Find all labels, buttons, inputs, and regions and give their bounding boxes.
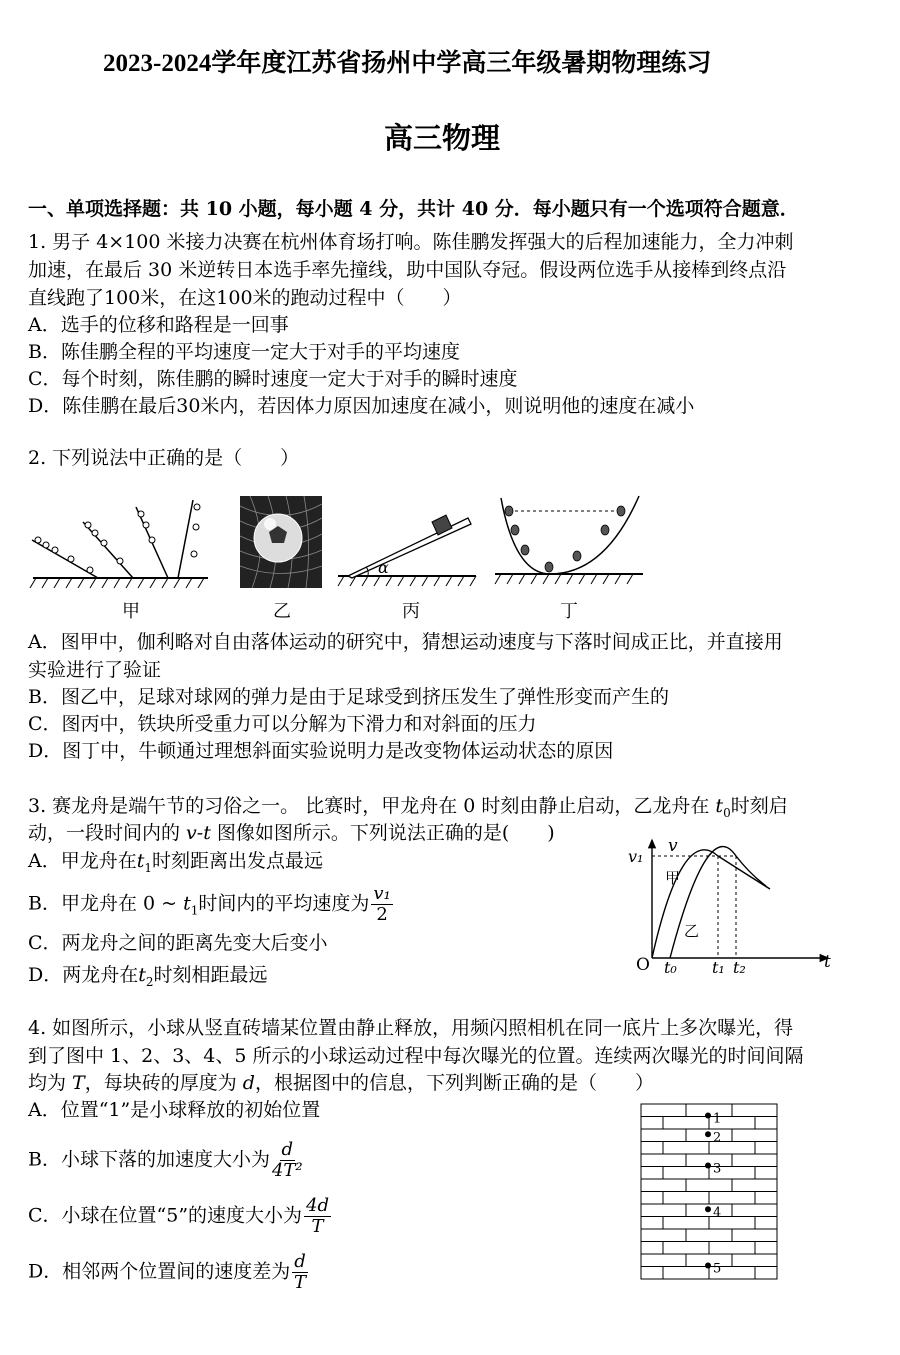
page-title: 2023-2024学年度江苏省扬州中学高三年级暑期物理练习 (103, 50, 712, 77)
q1-stem-line3: 直线跑了100米，在这100米的跑动过程中（ ） (28, 287, 462, 309)
q3-vt-graph (620, 834, 840, 974)
figure-ding-ramps (495, 494, 645, 590)
q2-stem: 2. 下列说法中正确的是（ ） (28, 447, 300, 469)
q4-option-b: B．小球下落的加速度大小为 $\frac{d}{\text{4T²}}$ (28, 1139, 303, 1181)
q1-option-b: B．陈佳鹏全程的平均速度一定大于对手的平均速度 (28, 341, 460, 363)
ball-label-5: 5 (713, 1261, 722, 1277)
jia-curve-label: 甲 (665, 869, 681, 887)
q3-option-a: A．甲龙舟在$t_1$时刻距离出发点最远 (28, 850, 324, 875)
q1-stem-line2: 加速，在最后 30 米逆转日本选手率先撞线，助中国队夺冠。假设两位选手从接棒到终点沿 (28, 259, 787, 281)
ball-position-4 (705, 1206, 711, 1212)
q1-option-c: C．每个时刻，陈佳鹏的瞬时速度一定大于对手的瞬时速度 (28, 368, 518, 390)
caption-yi: 乙 (273, 601, 291, 622)
q3-stem-line1: 3. 赛龙舟是端午节的习俗之一。 比赛时，甲龙舟在 0 时刻由静止启动，乙龙舟在 $t_0$时刻启 (28, 795, 788, 820)
ball-label-2: 2 (713, 1130, 722, 1146)
t1-label: t₁ (712, 958, 725, 977)
caption-ding: 丁 (560, 601, 578, 622)
t0-label: t₀ (664, 958, 677, 977)
ball-position-5 (705, 1263, 711, 1269)
q3-option-c: C．两龙舟之间的距离先变大后变小 (28, 932, 328, 954)
ball-label-1: 1 (713, 1111, 722, 1127)
q2-option-b: B．图乙中，足球对球网的弹力是由于足球受到挤压发生了弹性形变而产生的 (28, 686, 669, 708)
q4-stem-line1: 4. 如图所示，小球从竖直砖墙某位置由静止释放，用频闪照相机在同一底片上多次曝光，得 (28, 1017, 794, 1039)
yi-curve-label: 乙 (684, 922, 700, 940)
ball-position-3 (705, 1163, 711, 1169)
q3-option-b: B．甲龙舟在 0 ~ $t_1$时间内的平均速度为 $\frac{\text{v₁}}{2}$ (28, 883, 391, 925)
q2-option-c: C．图丙中，铁块所受重力可以分解为下滑力和对斜面的压力 (28, 713, 537, 735)
figure-bing-incline (338, 500, 478, 590)
q4-stem-line3: 均为 T，每块砖的厚度为 d，根据图中的信息，下列判断正确的是（ ） (28, 1072, 654, 1094)
q1-option-a: A．选手的位移和路程是一回事 (28, 314, 289, 336)
q4-stem-line2: 到了图中 1、2、3、4、5 所示的小球运动过程中每次曝光的位置。连续两次曝光的时间间隔 (28, 1045, 804, 1067)
t2-label: t₂ (733, 958, 746, 977)
brick-wall-figure (640, 1103, 780, 1283)
q1-stem-line1: 1. 男子 4×100 米接力决赛在杭州体育场打响。陈佳鹏发挥强大的后程加速能力，全力冲刺 (28, 231, 794, 253)
caption-bing: 丙 (402, 601, 420, 622)
ball-label-3: 3 (713, 1161, 722, 1177)
ball-position-1 (705, 1113, 711, 1119)
q4-option-a: A．位置“1”是小球释放的初始位置 (28, 1099, 321, 1121)
q4-option-c: C．小球在位置“5”的速度大小为 $\frac{4d}{T}$ (28, 1195, 330, 1237)
v1-label: v₁ (628, 847, 644, 866)
alpha-label: α (378, 558, 389, 577)
figure-jia (28, 492, 218, 592)
figure-yi-football-net (240, 496, 322, 588)
t-axis-label: t (824, 952, 831, 972)
ball-label-4: 4 (713, 1205, 722, 1221)
q3-stem-line2: 动，一段时间内的 v-t 图像如图所示。下列说法正确的是( ) (28, 822, 555, 844)
q1-option-d: D．陈佳鹏在最后30米内，若因体力原因加速度在减小，则说明他的速度在减小 (28, 395, 695, 417)
q2-option-a-line1: A．图甲中，伽利略对自由落体运动的研究中，猜想运动速度与下落时间成正比，并直接用 (28, 631, 783, 653)
v-axis-label: v (668, 836, 678, 856)
q4-option-d: D．相邻两个位置间的速度差为 $\frac{d}{T}$ (28, 1251, 306, 1293)
origin-label: O (636, 955, 650, 975)
caption-jia: 甲 (122, 601, 140, 622)
q2-option-a-line2: 实验进行了验证 (28, 659, 162, 681)
q2-option-d: D．图丁中，牛顿通过理想斜面实验说明力是改变物体运动状态的原因 (28, 740, 614, 762)
q3-option-d: D．两龙舟在$t_2$时刻相距最远 (28, 964, 268, 989)
page-subtitle: 高三物理 (384, 121, 501, 155)
ball-position-2 (705, 1131, 711, 1137)
section-heading: 一、单项选择题：共 10 小题，每小题 4 分，共计 40 分．每小题只有一个选项符合题意． (28, 198, 799, 220)
